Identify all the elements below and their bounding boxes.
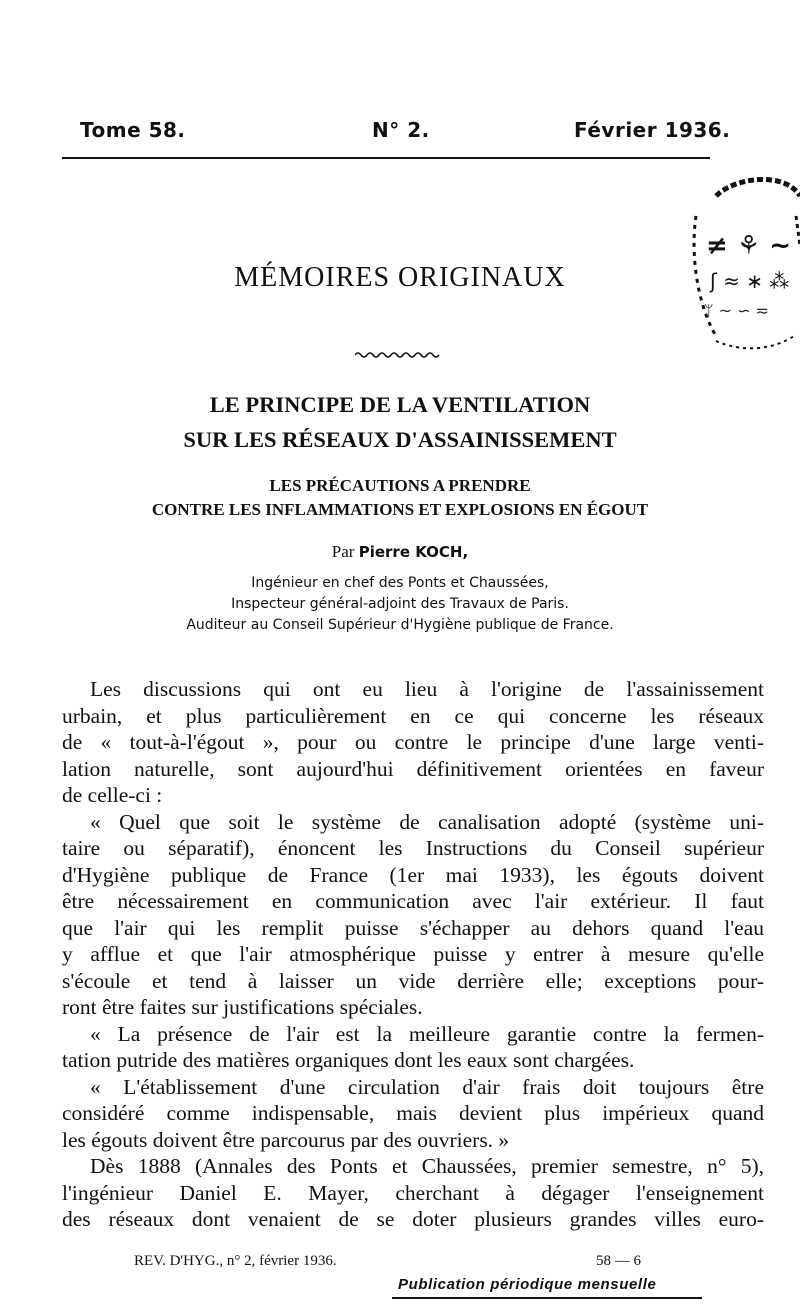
- body-line: d'Hygiène publique de France (1er mai 1933), les égouts doivent: [62, 862, 764, 887]
- body-line: que l'air qui les remplit puisse s'échapper au dehors quand l'eau: [62, 915, 764, 940]
- body-line: de celle-ci :: [62, 783, 163, 807]
- author-prefix: Par: [331, 542, 355, 561]
- body-line: « Quel que soit le système de canalisation adopté (système uni-: [90, 809, 764, 834]
- body-line: taire ou séparatif), énoncent les Instructions du Conseil supérieur: [62, 836, 764, 860]
- body-line: y afflue et que l'air atmosphérique puisse y entrer à mesure qu'elle: [62, 942, 764, 966]
- body-line: des réseaux dont venaient de se doter plusieurs grandes villes euro-: [62, 1207, 764, 1231]
- header-tome: Tome 58.: [80, 118, 186, 142]
- body-line: les égouts doivent être parcourus par des ouvriers. »: [62, 1127, 510, 1152]
- footer-publication-rule: [392, 1297, 702, 1299]
- body-line: considéré comme indispensable, mais devient plus impérieux quand: [62, 1101, 764, 1125]
- author-name: Pierre KOCH,: [358, 543, 469, 561]
- header-date: Février 1936.: [574, 118, 731, 142]
- section-title: MÉMOIRES ORIGINAUX: [234, 262, 566, 293]
- body-text: [62, 676, 764, 1233]
- article-title-line-2: SUR LES RÉSEAUX D'ASSAINISSEMENT: [183, 427, 617, 452]
- decorative-swash: [355, 344, 441, 363]
- header-issue-number: N° 2.: [372, 118, 430, 142]
- svg-text:≠ ⚘ ~: ≠ ⚘ ~: [706, 231, 791, 261]
- body-line: urbain, et plus particulièrement en ce qui concerne les réseaux: [62, 703, 764, 728]
- author-affiliation-3: Auditeur au Conseil Supérieur d'Hygiène publique de France.: [186, 617, 614, 633]
- body-line: être nécessairement en communication avec l'air extérieur. Il faut: [62, 889, 764, 913]
- body-line: tation putride des matières organiques dont les eaux sont chargées.: [62, 1048, 635, 1072]
- article-subtitle-line-1: LES PRÉCAUTIONS A PRENDRE: [269, 476, 531, 495]
- article-title-line-1: LE PRINCIPE DE LA VENTILATION: [209, 392, 591, 417]
- author-affiliation-2: Inspecteur général-adjoint des Travaux de Paris.: [231, 596, 569, 612]
- header-rule: [62, 157, 710, 159]
- footer-journal-ref: REV. D'HYG., n° 2, février 1936.: [134, 1253, 337, 1269]
- author-affiliation-1: Ingénieur en chef des Ponts et Chaussées,: [251, 575, 549, 591]
- article-subtitle-line-2: CONTRE LES INFLAMMATIONS ET EXPLOSIONS EN ÉGOUT: [151, 500, 649, 519]
- body-line: « L'établissement d'une circulation d'air frais doit toujours être: [90, 1074, 764, 1099]
- footer-publication: Publication périodique mensuelle: [398, 1276, 657, 1293]
- footer-page-code: 58 — 6: [596, 1253, 641, 1269]
- body-line: Dès 1888 (Annales des Ponts et Chaussées, premier semestre, n° 5),: [90, 1154, 764, 1178]
- body-line: lation naturelle, sont aujourd'hui définitivement orientées en faveur: [62, 756, 764, 781]
- svg-text:ᛘ ~ ∽ ≂: ᛘ ~ ∽ ≂: [704, 301, 770, 320]
- body-line: l'ingénieur Daniel E. Mayer, cherchant à dégager l'enseignement: [62, 1180, 764, 1205]
- author-line: [0, 542, 800, 562]
- body-line: de « tout-à-l'égout », pour ou contre le principe d'une large venti-: [62, 730, 764, 754]
- body-line: ront être faites sur justifications spéciales.: [62, 995, 423, 1019]
- body-line: « La présence de l'air est la meilleure garantie contre la fermen-: [90, 1021, 764, 1046]
- body-line: Les discussions qui ont eu lieu à l'origine de l'assainissement: [90, 677, 764, 701]
- svg-text:ʃ ≈ ∗ ⁂: ʃ ≈ ∗ ⁂: [710, 269, 790, 293]
- body-line: s'écoule et tend à laisser un vide derrière elle; exceptions pour-: [62, 968, 764, 993]
